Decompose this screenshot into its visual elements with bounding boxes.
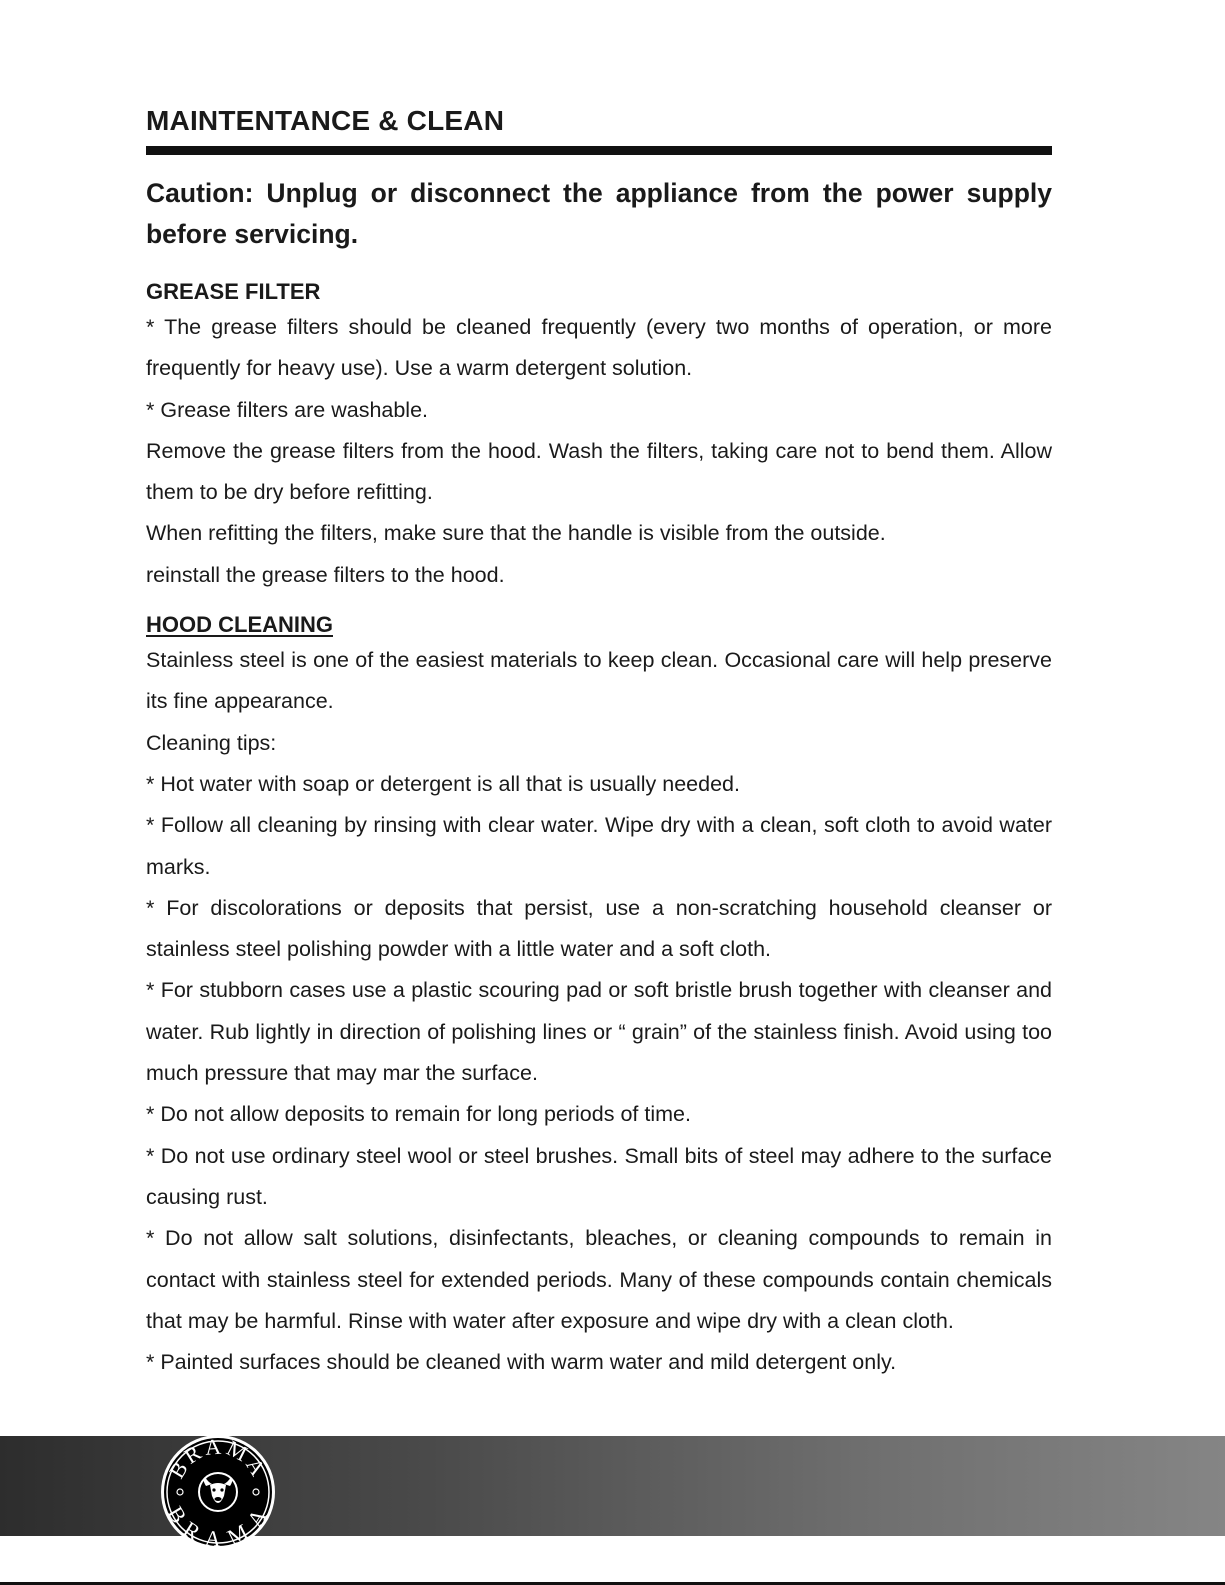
grease-filter-paragraph: Remove the grease filters from the hood. Wash the filters, taking care not to bend them. Allow them to be dry before refitting.	[146, 438, 1052, 505]
logo-text-top: BRAMA	[163, 1433, 273, 1483]
hood-cleaning-paragraph: * For discolorations or deposits that persist, use a non-scratching household cleanser or stainless steel polishing powder with a little water and a soft cloth.	[146, 895, 1052, 962]
hood-cleaning-paragraph: * For stubborn cases use a plastic scouring pad or soft bristle brush together with cleanser and water. Rub lightly in direction of polishing lines or “ grain” of the stainless finish. Avoid using too much pressure that may mar the surface.	[146, 978, 1052, 1086]
hood-cleaning-paragraph: * Do not allow salt solutions, disinfectants, bleaches, or cleaning compounds to remain in contact with stainless steel for extended periods. Many of these compounds contain chemicals that may be harmful. Rinse with water after exposure and wipe dry with a clean cloth.	[146, 1226, 1052, 1333]
grease-filter-heading: GREASE FILTER	[146, 279, 321, 304]
page-title: MAINTENTANCE & CLEAN	[146, 105, 505, 136]
hood-cleaning-paragraph: * Follow all cleaning by rinsing with clear water. Wipe dry with a clean, soft cloth to avoid water marks.	[146, 813, 1052, 879]
page-content	[146, 104, 1052, 1383]
grease-filter-paragraph: * Grease filters are washable.	[146, 397, 429, 422]
grease-filter-paragraph: * The grease filters should be cleaned frequently (every two months of operation, or more frequently for heavy use). Use a warm detergent solution.	[146, 315, 1052, 381]
brama-logo	[158, 1432, 278, 1552]
hood-cleaning-section	[146, 610, 1052, 1383]
caution-notice: Caution: Unplug or disconnect the appliance from the power supply before servicing.	[146, 178, 1052, 249]
grease-filter-section	[146, 277, 1052, 596]
title-divider	[146, 146, 1052, 155]
logo-text-bottom: BRAMA	[162, 1501, 274, 1552]
hood-cleaning-paragraph: Stainless steel is one of the easiest materials to keep clean. Occasional care will help preserve its fine appearance.	[146, 648, 1052, 714]
hood-cleaning-heading: HOOD CLEANING	[146, 612, 333, 638]
hood-cleaning-paragraph: * Do not allow deposits to remain for long periods of time.	[146, 1102, 691, 1127]
hood-cleaning-paragraph: Cleaning tips:	[146, 730, 277, 755]
grease-filter-paragraph: When refitting the filters, make sure that the handle is visible from the outside.	[146, 521, 886, 546]
hood-cleaning-paragraph: * Hot water with soap or detergent is all that is usually needed.	[146, 771, 740, 796]
bull-head-icon	[199, 1473, 237, 1511]
grease-filter-paragraph: reinstall the grease filters to the hood.	[146, 562, 505, 587]
hood-cleaning-paragraph: * Painted surfaces should be cleaned with warm water and mild detergent only.	[146, 1350, 897, 1375]
hood-cleaning-paragraph: * Do not use ordinary steel wool or steel brushes. Small bits of steel may adhere to the surface causing rust.	[146, 1143, 1052, 1209]
